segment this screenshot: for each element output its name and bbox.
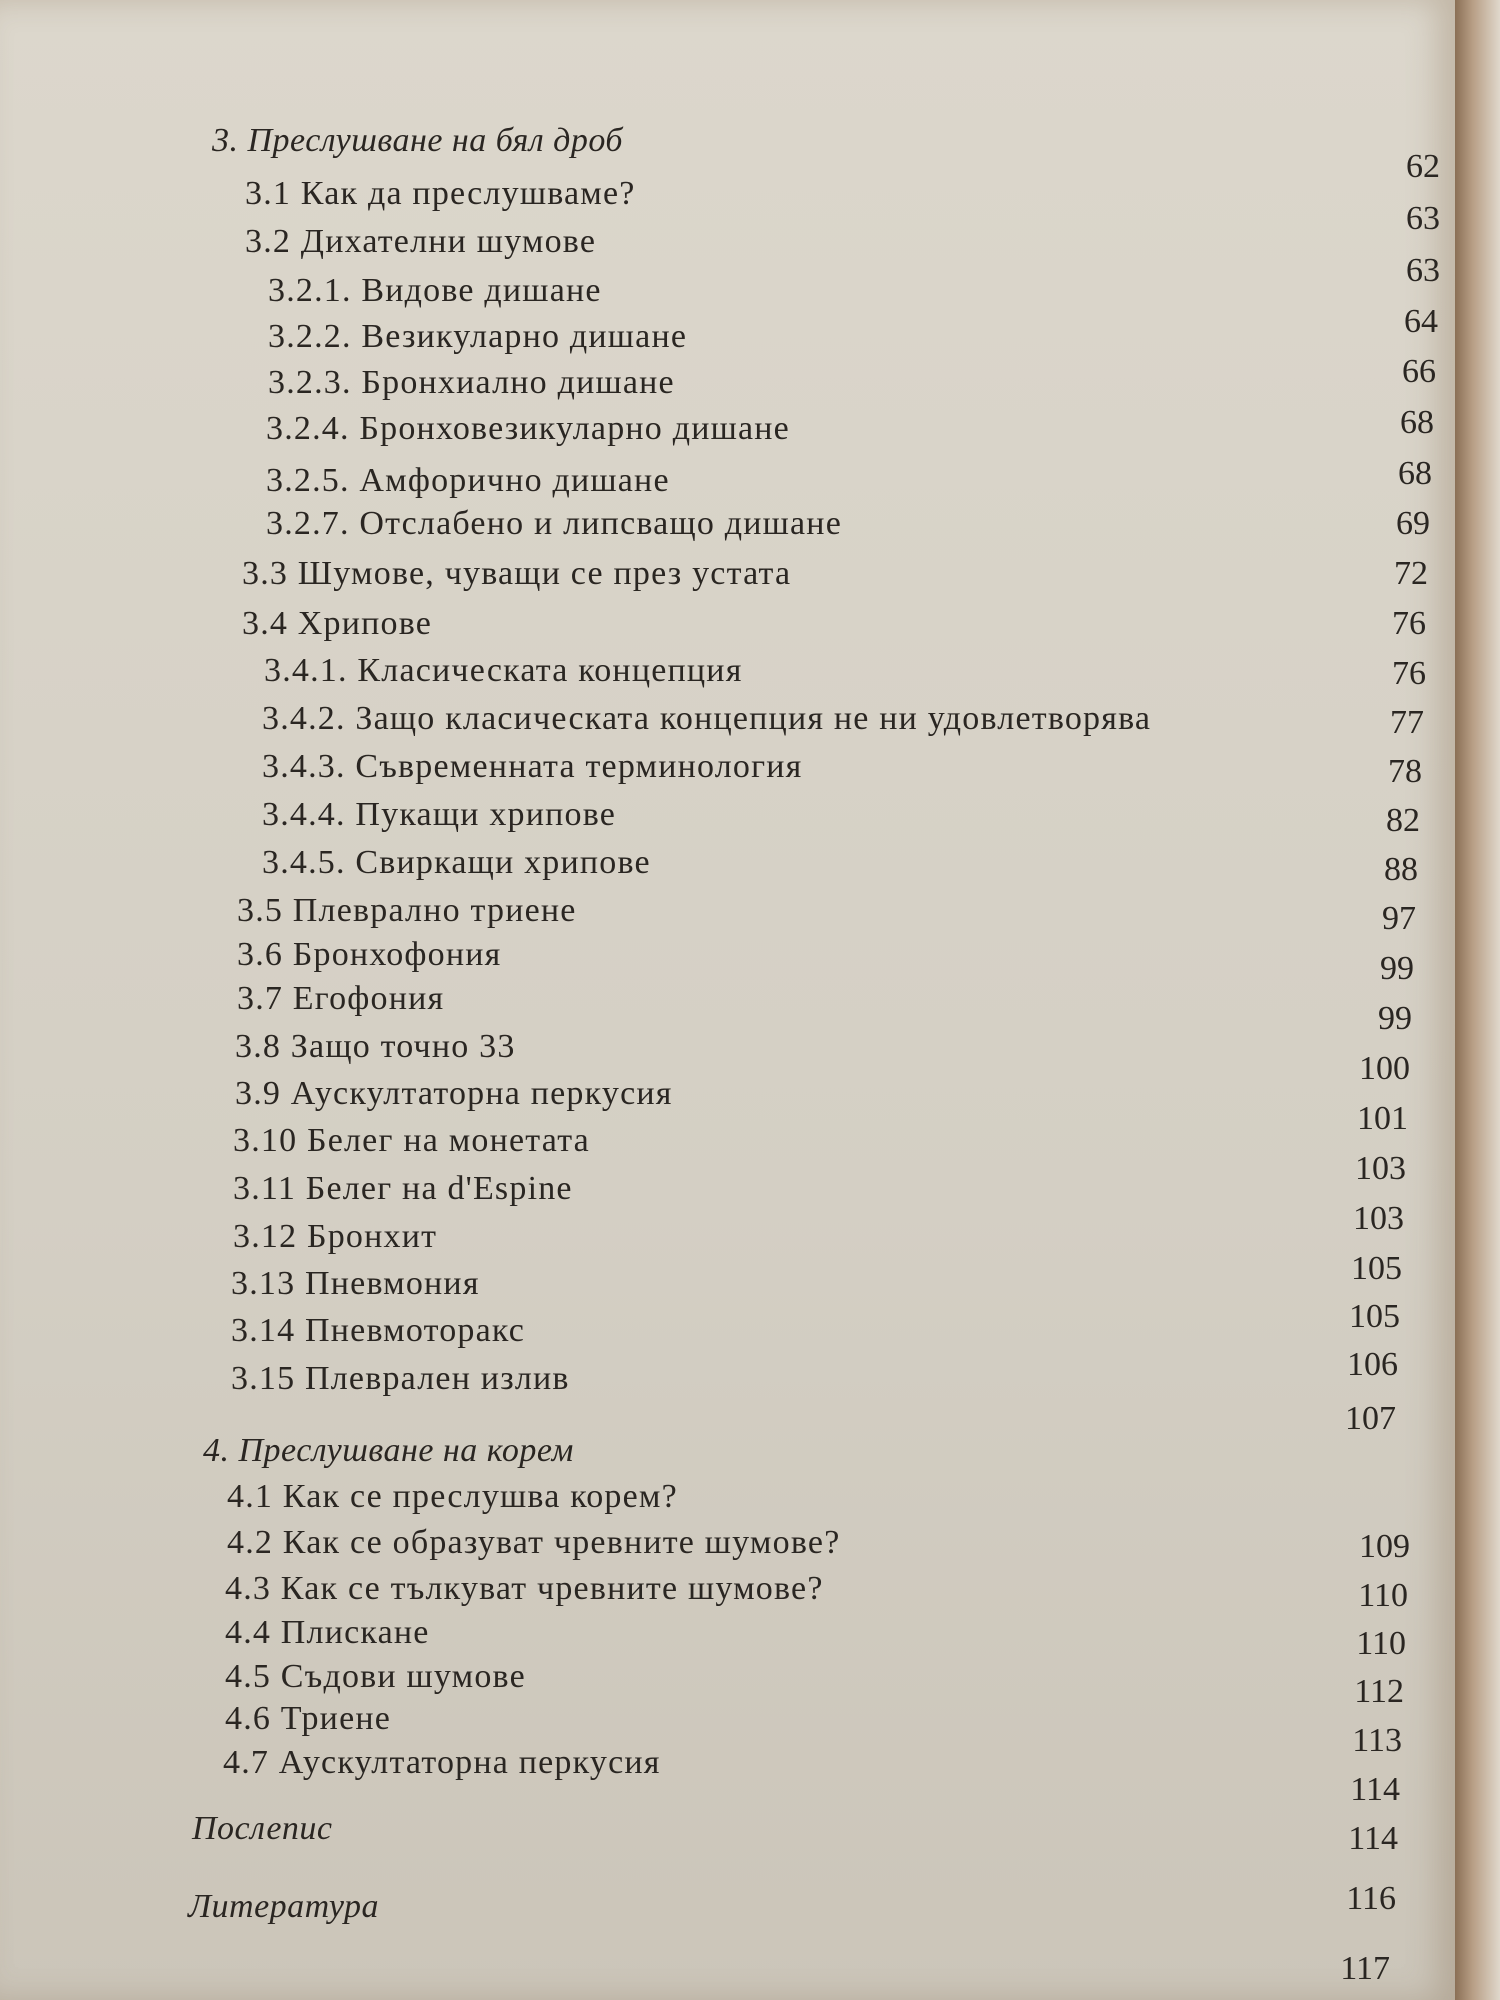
toc-entry-label: 3.11 Белег на d'Espine: [233, 1170, 573, 1207]
toc-entry: [0, 652, 1455, 698]
toc-entry: [0, 223, 1455, 269]
toc-entry-label: 4.2 Как се образуват чревните шумове?: [227, 1524, 841, 1561]
toc-entry: [0, 1658, 1455, 1704]
toc-entry: [0, 700, 1455, 746]
toc-entry-page: 82: [1386, 802, 1420, 839]
toc-entry-page: 76: [1392, 605, 1426, 642]
toc-entry-label: 4.6 Триене: [225, 1700, 392, 1737]
toc-entry-label: 3.2.5. Амфорично дишане: [266, 462, 670, 499]
toc-entry-label: 3.2.4. Бронховезикуларно дишане: [266, 410, 790, 447]
toc-entry-label: 3.6 Бронхофония: [237, 936, 502, 973]
toc-entry: [0, 748, 1455, 794]
chapter-3-title: 3. Преслушване на бял дроб: [212, 122, 624, 159]
toc-entry: [0, 844, 1455, 890]
toc-entry-label: 3.4.4. Пукащи хрипове: [262, 796, 617, 833]
afterword-title: Послепис: [192, 1810, 333, 1847]
toc-entry-label: 3.3 Шумове, чуващи се през устата: [242, 555, 792, 592]
toc-entry-label: 3.4.3. Съвременната терминология: [262, 748, 803, 785]
afterword-entry: [0, 1810, 1455, 1856]
toc-entry: [0, 1524, 1455, 1570]
toc-entry-label: 3.12 Бронхит: [233, 1218, 438, 1255]
toc-entry-label: 3.4 Хрипове: [242, 605, 433, 642]
toc-entry-page: 103: [1353, 1200, 1404, 1237]
toc-entry-page: 99: [1378, 1000, 1412, 1037]
toc-entry: [0, 1744, 1455, 1790]
toc-entry: [0, 505, 1455, 551]
toc-entry: [0, 1028, 1455, 1074]
toc-entry-label: 3.7 Егофония: [237, 980, 445, 1017]
toc-entry: [0, 1312, 1455, 1358]
toc-entry-page: 88: [1384, 851, 1418, 888]
toc-entry-label: 3.5 Плеврално триене: [237, 892, 577, 929]
toc-entry-page: 112: [1354, 1673, 1404, 1710]
toc-entry: [0, 1700, 1455, 1746]
toc-entry-page: 99: [1380, 950, 1414, 987]
page-edge: [1455, 0, 1500, 2000]
toc-entry-label: 4.3 Как се тълкуват чревните шумове?: [225, 1570, 824, 1607]
toc-entry-page: 64: [1404, 303, 1438, 340]
toc-entry: [0, 892, 1455, 938]
toc-entry-page: 66: [1402, 353, 1436, 390]
toc-entry: [0, 1218, 1455, 1264]
toc-entry: [0, 175, 1455, 221]
toc-entry-page: 97: [1382, 900, 1416, 937]
toc-entry: [0, 1614, 1455, 1660]
toc-entry: [0, 980, 1455, 1026]
toc-entry: [0, 1478, 1455, 1524]
toc-entry-page: 114: [1350, 1771, 1400, 1808]
toc-entry: [0, 1265, 1455, 1311]
toc-entry: [0, 364, 1455, 410]
references-entry: [0, 1888, 1455, 1934]
toc-entry-page: 101: [1357, 1100, 1408, 1137]
toc-entry-page: 77: [1390, 704, 1424, 741]
toc-entry-page: 114: [1348, 1820, 1398, 1857]
toc-entry-page: 63: [1406, 252, 1440, 289]
toc-entry-label: 3.2.3. Бронхиално дишане: [268, 364, 675, 401]
toc-entry: [0, 318, 1455, 364]
toc-entry: [0, 272, 1455, 318]
toc-entry-label: 4.4 Плискане: [225, 1614, 430, 1651]
toc-entry-page: 76: [1392, 655, 1426, 692]
toc-entry-page: 107: [1345, 1400, 1396, 1437]
chapter-3-page: 62: [1406, 148, 1440, 185]
toc-entry-label: 3.1 Как да преслушваме?: [245, 175, 636, 212]
toc-entry-label: 3.2.7. Отслабено и липсващо дишане: [266, 505, 842, 542]
afterword-page: 117: [1340, 1950, 1390, 1987]
toc-entry-page: 110: [1356, 1625, 1406, 1662]
toc-entry: [0, 410, 1455, 456]
toc-entry-label: 3.4.5. Свиркащи хрипове: [262, 844, 651, 881]
toc-entry: [0, 1360, 1455, 1406]
toc-entry-page: 106: [1347, 1346, 1398, 1383]
toc-entry: [0, 605, 1455, 651]
toc-entry-page: 72: [1394, 555, 1428, 592]
toc-entry-page: 116: [1346, 1880, 1396, 1917]
toc-entry-label: 3.4.1. Класическата концепция: [264, 652, 743, 689]
toc-entry-label: 3.14 Пневмоторакс: [231, 1312, 526, 1349]
toc-entry-page: 68: [1400, 404, 1434, 441]
toc-entry-page: 68: [1398, 455, 1432, 492]
toc-entry-label: 3.4.2. Защо класическата концепция не ни удовлетворява: [262, 700, 1152, 737]
toc-entry-page: 113: [1352, 1722, 1402, 1759]
toc-entry: [0, 1122, 1455, 1168]
chapter-3-entry: [0, 122, 1455, 168]
toc-entry: [0, 796, 1455, 842]
toc-entry: [0, 462, 1455, 508]
toc-entry-label: 4.7 Аускултаторна перкусия: [223, 1744, 661, 1781]
toc-entry-label: 3.10 Белег на монетата: [233, 1122, 590, 1159]
chapter-4-entry: [0, 1432, 1455, 1478]
toc-entry-label: 3.8 Защо точно 33: [235, 1028, 516, 1065]
toc-entry-page: 78: [1388, 753, 1422, 790]
toc-entry-page: 69: [1396, 505, 1430, 542]
toc-entry-page: 110: [1358, 1577, 1408, 1614]
toc-entry-label: 3.2.1. Видове дишане: [268, 272, 602, 309]
chapter-4-title: 4. Преслушване на корем: [203, 1432, 574, 1469]
toc-entry-label: 4.5 Съдови шумове: [225, 1658, 526, 1695]
toc-entry: [0, 1075, 1455, 1121]
toc-entry-label: 3.2.2. Везикуларно дишане: [268, 318, 688, 355]
toc-entry-label: 3.15 Плеврален излив: [231, 1360, 570, 1397]
toc-entry-label: 3.13 Пневмония: [231, 1265, 480, 1302]
toc-entry-page: 105: [1349, 1298, 1400, 1335]
toc-entry-label: 3.9 Аускултаторна перкусия: [235, 1075, 673, 1112]
toc-entry-label: 4.1 Как се преслушва корем?: [227, 1478, 678, 1515]
references-title: Литература: [188, 1888, 380, 1925]
toc-entry-page: 103: [1355, 1150, 1406, 1187]
toc-entry: [0, 555, 1455, 601]
toc-entry: [0, 936, 1455, 982]
toc-entry: [0, 1570, 1455, 1616]
toc-entry-page: 105: [1351, 1250, 1402, 1287]
toc-entry-page: 63: [1406, 200, 1440, 237]
toc-entry: [0, 1170, 1455, 1216]
toc-entry-label: 3.2 Дихателни шумове: [245, 223, 597, 260]
toc-entry-page: 100: [1359, 1050, 1410, 1087]
chapter-4-page: 109: [1359, 1528, 1410, 1565]
